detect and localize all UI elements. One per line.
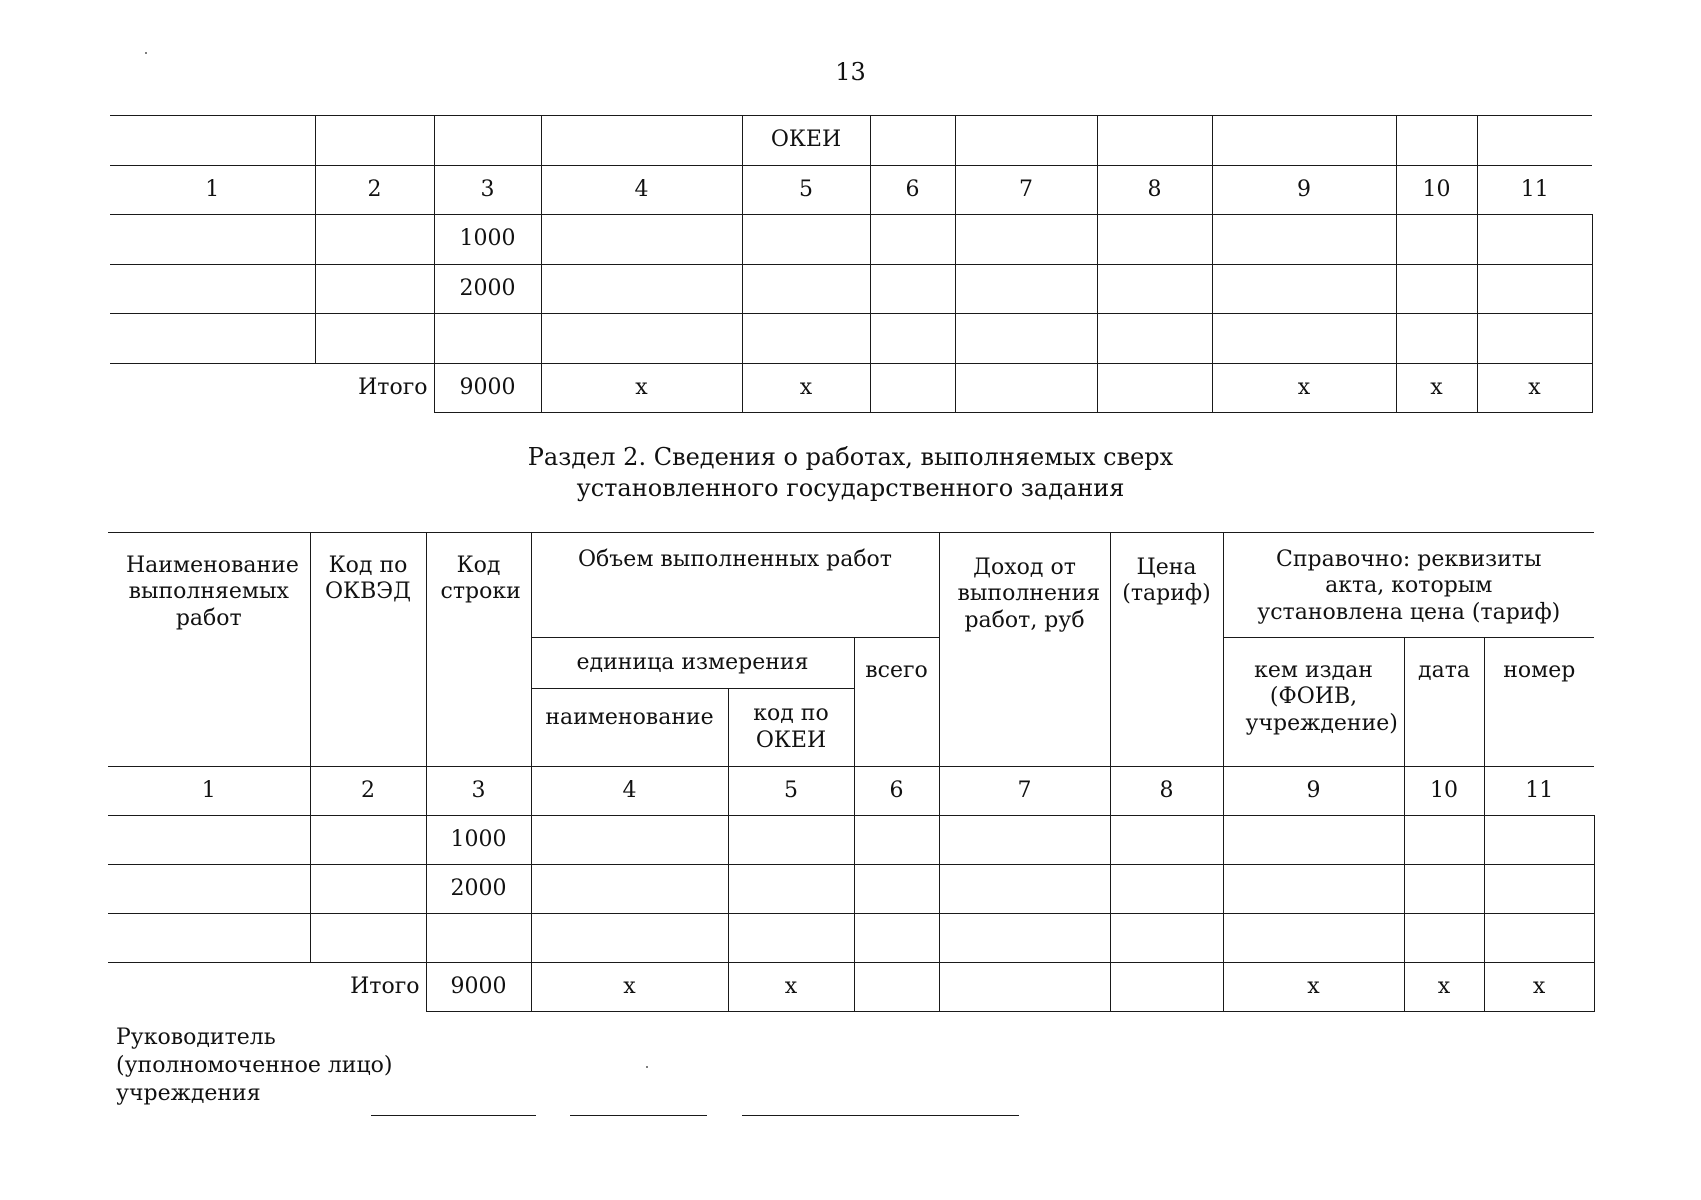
column-number: 1	[108, 767, 310, 816]
cell	[1477, 314, 1592, 364]
cell	[1110, 816, 1223, 865]
cell	[310, 865, 426, 914]
total-cell: x	[1212, 363, 1396, 413]
column-number: 9	[1223, 767, 1404, 816]
cell	[1212, 215, 1396, 265]
cell	[955, 314, 1097, 364]
signature-line-1: Руководитель	[116, 1025, 276, 1050]
cell	[742, 314, 870, 364]
cell	[939, 914, 1110, 963]
table-row	[108, 816, 1594, 865]
header-cell	[955, 116, 1097, 166]
total-cell	[870, 363, 955, 413]
cell	[310, 816, 426, 865]
header-price: Цена (тариф)	[1110, 533, 1223, 767]
header-cell	[541, 116, 742, 166]
table-section2	[108, 532, 1595, 1012]
section-title	[0, 442, 1701, 504]
total-cell	[854, 963, 939, 1012]
table-header-row	[110, 116, 1592, 166]
column-number-row	[110, 165, 1592, 215]
cell	[1223, 865, 1404, 914]
signature-blank-line	[371, 1115, 536, 1116]
total-cell: x	[728, 963, 854, 1012]
total-cell: x	[1223, 963, 1404, 1012]
cell	[1212, 264, 1396, 314]
cell	[1110, 865, 1223, 914]
total-row	[110, 363, 1592, 413]
cell	[1097, 215, 1212, 265]
cell	[1097, 314, 1212, 364]
cell	[870, 314, 955, 364]
column-number: 7	[939, 767, 1110, 816]
total-cell: x	[541, 363, 742, 413]
signature-block	[116, 1024, 392, 1108]
cell	[1396, 264, 1477, 314]
cell	[531, 865, 728, 914]
header-cell-okei: ОКЕИ	[742, 116, 870, 166]
column-number-row	[108, 767, 1594, 816]
column-number: 4	[531, 767, 728, 816]
header-date: дата	[1404, 638, 1484, 767]
header-unit-okei: код по ОКЕИ	[728, 689, 854, 767]
column-number: 7	[955, 165, 1097, 215]
total-cell: x	[531, 963, 728, 1012]
cell	[1396, 215, 1477, 265]
header-cell	[434, 116, 541, 166]
column-number: 2	[310, 767, 426, 816]
header-row-code: Код строки	[426, 533, 531, 767]
table-row	[110, 215, 1592, 265]
cell	[1110, 914, 1223, 963]
cell	[1223, 914, 1404, 963]
column-number: 4	[541, 165, 742, 215]
table-row	[108, 914, 1594, 963]
cell	[1404, 914, 1484, 963]
total-label: Итого	[108, 963, 426, 1012]
cell	[541, 264, 742, 314]
cell	[1223, 816, 1404, 865]
row-code: 2000	[434, 264, 541, 314]
header-name: Наименование выполняемых работ	[108, 533, 310, 767]
cell	[955, 264, 1097, 314]
cell	[110, 215, 315, 265]
cell	[1477, 264, 1592, 314]
column-number: 1	[110, 165, 315, 215]
cell	[1212, 314, 1396, 364]
table-row	[108, 865, 1594, 914]
column-number: 6	[854, 767, 939, 816]
column-number: 8	[1097, 165, 1212, 215]
cell	[1396, 314, 1477, 364]
cell	[870, 264, 955, 314]
header-cell	[1097, 116, 1212, 166]
cell	[728, 865, 854, 914]
header-income: Доход от выполнения работ, руб	[939, 533, 1110, 767]
total-cell	[955, 363, 1097, 413]
header-reference: Справочно: реквизиты акта, которым установлена цена (тариф)	[1223, 533, 1594, 638]
column-number: 2	[315, 165, 434, 215]
total-cell: x	[1404, 963, 1484, 1012]
cell	[742, 264, 870, 314]
cell	[1404, 816, 1484, 865]
column-number: 5	[742, 165, 870, 215]
column-number: 5	[728, 767, 854, 816]
column-number: 3	[434, 165, 541, 215]
total-cell: x	[742, 363, 870, 413]
signature-line-3: учреждения	[116, 1081, 261, 1106]
cell	[315, 264, 434, 314]
header-total: всего	[854, 638, 939, 767]
signature-blank-line	[570, 1115, 707, 1116]
header-number: номер	[1484, 638, 1594, 767]
cell	[870, 215, 955, 265]
column-number: 9	[1212, 165, 1396, 215]
cell	[1477, 215, 1592, 265]
header-okved: Код по ОКВЭД	[310, 533, 426, 767]
cell	[854, 816, 939, 865]
header-cell	[315, 116, 434, 166]
header-unit-name: наименование	[531, 689, 728, 767]
cell	[854, 865, 939, 914]
column-number: 11	[1477, 165, 1592, 215]
cell	[955, 215, 1097, 265]
header-cell	[1212, 116, 1396, 166]
total-cell	[1110, 963, 1223, 1012]
header-issued-by: кем издан (ФОИВ, учреждение)	[1223, 638, 1404, 767]
scan-speck	[646, 1066, 648, 1068]
row-code	[426, 914, 531, 963]
header-cell	[870, 116, 955, 166]
total-cell: x	[1484, 963, 1594, 1012]
cell	[1484, 816, 1594, 865]
header-cell	[1396, 116, 1477, 166]
column-number: 10	[1396, 165, 1477, 215]
cell	[110, 314, 315, 364]
cell	[854, 914, 939, 963]
column-number: 8	[1110, 767, 1223, 816]
header-unit: единица измерения	[531, 638, 854, 689]
column-number: 6	[870, 165, 955, 215]
row-code: 1000	[434, 215, 541, 265]
row-code: 1000	[426, 816, 531, 865]
section-title-line: Раздел 2. Сведения о работах, выполняемых сверх	[527, 443, 1174, 471]
cell	[108, 914, 310, 963]
total-cell: x	[1477, 363, 1592, 413]
total-label: Итого	[110, 363, 434, 413]
column-number: 3	[426, 767, 531, 816]
table-row	[110, 264, 1592, 314]
header-cell	[1477, 116, 1592, 166]
cell	[1404, 865, 1484, 914]
cell	[315, 314, 434, 364]
cell	[1097, 264, 1212, 314]
row-code	[434, 314, 541, 364]
cell	[531, 816, 728, 865]
cell	[108, 816, 310, 865]
cell	[541, 314, 742, 364]
page-number: 13	[835, 58, 866, 86]
cell	[1484, 865, 1594, 914]
cell	[728, 816, 854, 865]
header-cell	[110, 116, 315, 166]
table-row	[110, 314, 1592, 364]
column-number: 10	[1404, 767, 1484, 816]
cell	[310, 914, 426, 963]
cell	[1484, 914, 1594, 963]
section-title-line: установленного государственного задания	[576, 474, 1125, 502]
cell	[531, 914, 728, 963]
cell	[742, 215, 870, 265]
total-cell	[939, 963, 1110, 1012]
cell	[108, 865, 310, 914]
signature-blank-line	[742, 1115, 1019, 1116]
cell	[315, 215, 434, 265]
row-code: 2000	[426, 865, 531, 914]
total-cell	[1097, 363, 1212, 413]
cell	[939, 816, 1110, 865]
total-code: 9000	[426, 963, 531, 1012]
column-number: 11	[1484, 767, 1594, 816]
table-continuation	[110, 115, 1593, 413]
signature-line-2: (уполномоченное лицо)	[116, 1053, 393, 1078]
scan-speck	[145, 52, 147, 54]
cell	[728, 914, 854, 963]
cell	[939, 865, 1110, 914]
total-row	[108, 963, 1594, 1012]
total-cell: x	[1396, 363, 1477, 413]
header-volume: Объем выполненных работ	[531, 533, 939, 638]
cell	[541, 215, 742, 265]
header-row-1	[108, 533, 1594, 638]
cell	[110, 264, 315, 314]
total-code: 9000	[434, 363, 541, 413]
